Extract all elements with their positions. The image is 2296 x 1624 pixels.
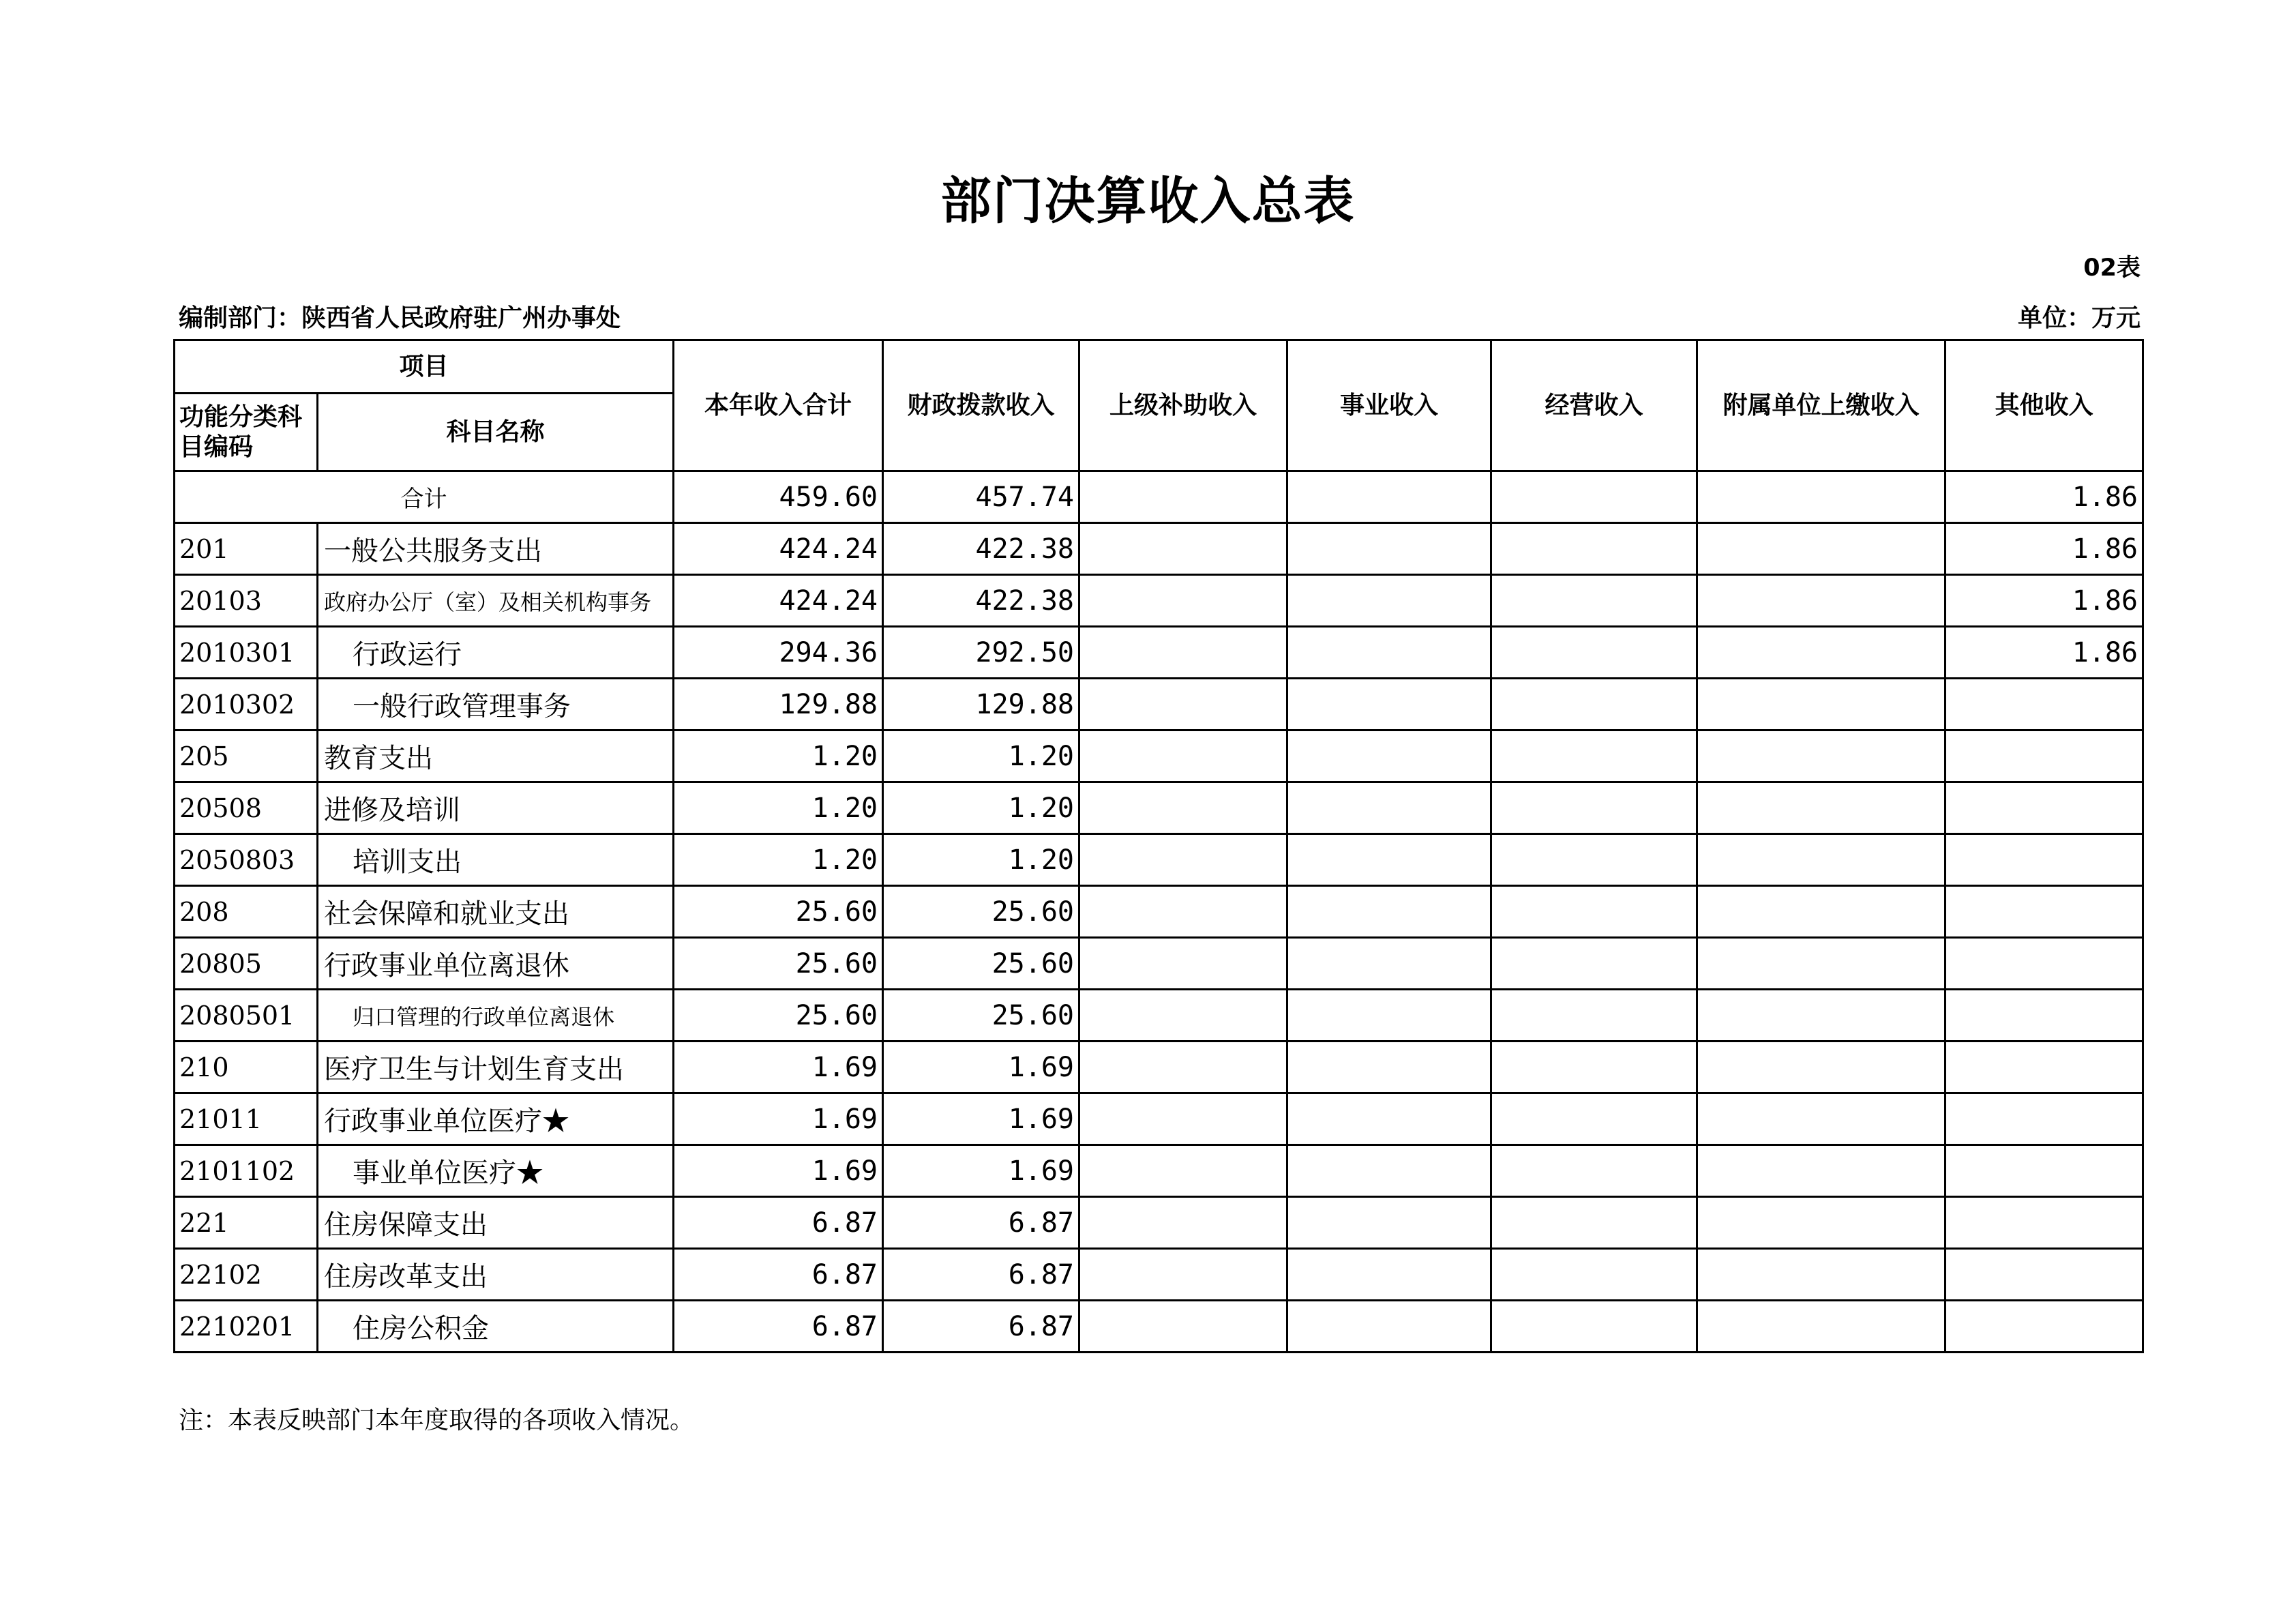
table-row (175, 1042, 2143, 1093)
row-superior (1079, 1301, 1287, 1353)
row-operating (1491, 1093, 1697, 1145)
row-superior (1079, 1145, 1287, 1197)
row-operating (1491, 730, 1697, 782)
row-operating (1491, 627, 1697, 679)
row-operating (1491, 679, 1697, 730)
row-code: 208 (175, 886, 318, 938)
row-other (1945, 1042, 2143, 1093)
row-code: 2101102 (175, 1145, 318, 1197)
row-superior (1079, 1093, 1287, 1145)
row-name: 住房改革支出 (318, 1249, 674, 1301)
row-code: 221 (175, 1197, 318, 1249)
row-other (1945, 782, 2143, 834)
row-operating (1491, 575, 1697, 627)
row-code: 2050803 (175, 834, 318, 886)
row-total-income: 294.36 (674, 627, 883, 679)
row-fiscal: 1.20 (883, 834, 1079, 886)
page-title: 部门决算收入总表 (940, 172, 1356, 231)
row-operating (1491, 1145, 1697, 1197)
total-income-value: 459.60 (674, 471, 883, 523)
total-superior-value (1079, 471, 1287, 523)
row-affiliated (1697, 990, 1945, 1042)
row-total-income: 1.20 (674, 730, 883, 782)
row-name: 一般行政管理事务 (318, 679, 674, 730)
header-function-code: 功能分类科目编码 (175, 394, 318, 471)
row-code: 22102 (175, 1249, 318, 1301)
row-total-income: 424.24 (674, 523, 883, 575)
row-fiscal: 1.20 (883, 730, 1079, 782)
row-superior (1079, 1197, 1287, 1249)
row-total-income: 6.87 (674, 1301, 883, 1353)
row-name: 行政运行 (318, 627, 674, 679)
header-superior-subsidy: 上级补助收入 (1079, 340, 1287, 471)
row-affiliated (1697, 1197, 1945, 1249)
total-operating-value (1491, 471, 1697, 523)
row-operating (1491, 990, 1697, 1042)
row-name: 进修及培训 (318, 782, 674, 834)
table-row (175, 1249, 2143, 1301)
row-total-income: 1.20 (674, 782, 883, 834)
row-affiliated (1697, 938, 1945, 990)
row-business (1287, 1093, 1491, 1145)
row-other (1945, 938, 2143, 990)
row-business (1287, 1301, 1491, 1353)
row-fiscal: 6.87 (883, 1249, 1079, 1301)
row-business (1287, 679, 1491, 730)
row-superior (1079, 1249, 1287, 1301)
table-row (175, 938, 2143, 990)
row-total-income: 1.69 (674, 1145, 883, 1197)
row-superior (1079, 523, 1287, 575)
row-business (1287, 938, 1491, 990)
table-row (175, 627, 2143, 679)
row-affiliated (1697, 730, 1945, 782)
row-other (1945, 990, 2143, 1042)
row-name: 事业单位医疗★ (318, 1145, 674, 1197)
row-business (1287, 523, 1491, 575)
row-affiliated (1697, 627, 1945, 679)
header-other-income: 其他收入 (1945, 340, 2143, 471)
row-affiliated (1697, 679, 1945, 730)
row-business (1287, 730, 1491, 782)
row-fiscal: 6.87 (883, 1301, 1079, 1353)
row-affiliated (1697, 886, 1945, 938)
row-affiliated (1697, 1093, 1945, 1145)
row-business (1287, 1249, 1491, 1301)
row-name: 教育支出 (318, 730, 674, 782)
row-other (1945, 730, 2143, 782)
row-affiliated (1697, 523, 1945, 575)
header-operating-income: 经营收入 (1491, 340, 1697, 471)
row-superior (1079, 627, 1287, 679)
row-total-income: 25.60 (674, 938, 883, 990)
row-code: 210 (175, 1042, 318, 1093)
unit-label: 单位：万元 (2017, 304, 2141, 332)
row-code: 201 (175, 523, 318, 575)
table-row (175, 1145, 2143, 1197)
row-fiscal: 292.50 (883, 627, 1079, 679)
row-other (1945, 679, 2143, 730)
row-fiscal: 6.87 (883, 1197, 1079, 1249)
table-row (175, 886, 2143, 938)
row-code: 2080501 (175, 990, 318, 1042)
row-other (1945, 1197, 2143, 1249)
table-row (175, 1093, 2143, 1145)
row-fiscal: 1.20 (883, 782, 1079, 834)
row-superior (1079, 938, 1287, 990)
row-fiscal: 25.60 (883, 990, 1079, 1042)
total-affiliated-value (1697, 471, 1945, 523)
row-code: 20805 (175, 938, 318, 990)
row-code: 2010301 (175, 627, 318, 679)
row-fiscal: 1.69 (883, 1145, 1079, 1197)
header-subject-name: 科目名称 (318, 394, 674, 471)
row-total-income: 129.88 (674, 679, 883, 730)
row-superior (1079, 834, 1287, 886)
row-affiliated (1697, 1145, 1945, 1197)
row-operating (1491, 938, 1697, 990)
row-other (1945, 1093, 2143, 1145)
table-row (175, 1301, 2143, 1353)
row-other (1945, 834, 2143, 886)
row-affiliated (1697, 1301, 1945, 1353)
row-business (1287, 627, 1491, 679)
table-row (175, 679, 2143, 730)
header-fiscal-income: 财政拨款收入 (883, 340, 1079, 471)
row-total-income: 424.24 (674, 575, 883, 627)
row-fiscal: 422.38 (883, 575, 1079, 627)
row-other (1945, 1301, 2143, 1353)
total-label: 合计 (175, 471, 674, 523)
total-fiscal-value: 457.74 (883, 471, 1079, 523)
row-other: 1.86 (1945, 627, 2143, 679)
row-name: 政府办公厅（室）及相关机构事务 (318, 575, 674, 627)
table-row (175, 575, 2143, 627)
total-business-value (1287, 471, 1491, 523)
row-superior (1079, 679, 1287, 730)
income-summary-table (173, 339, 2144, 1353)
row-total-income: 25.60 (674, 886, 883, 938)
compiling-department: 编制部门：陕西省人民政府驻广州办事处 (179, 304, 621, 332)
row-total-income: 6.87 (674, 1249, 883, 1301)
row-operating (1491, 1042, 1697, 1093)
row-code: 21011 (175, 1093, 318, 1145)
row-business (1287, 782, 1491, 834)
row-total-income: 1.69 (674, 1093, 883, 1145)
row-other (1945, 1249, 2143, 1301)
row-code: 2210201 (175, 1301, 318, 1353)
row-fiscal: 1.69 (883, 1093, 1079, 1145)
row-superior (1079, 886, 1287, 938)
row-business (1287, 1197, 1491, 1249)
row-superior (1079, 575, 1287, 627)
row-business (1287, 990, 1491, 1042)
table-row (175, 990, 2143, 1042)
row-fiscal: 25.60 (883, 938, 1079, 990)
row-operating (1491, 1249, 1697, 1301)
header-project: 项目 (175, 340, 674, 394)
row-operating (1491, 1301, 1697, 1353)
row-fiscal: 129.88 (883, 679, 1079, 730)
row-operating (1491, 523, 1697, 575)
table-row (175, 1197, 2143, 1249)
row-business (1287, 834, 1491, 886)
row-name: 住房公积金 (318, 1301, 674, 1353)
row-operating (1491, 782, 1697, 834)
row-fiscal: 25.60 (883, 886, 1079, 938)
total-other-value: 1.86 (1945, 471, 2143, 523)
row-affiliated (1697, 1249, 1945, 1301)
row-business (1287, 575, 1491, 627)
row-superior (1079, 1042, 1287, 1093)
row-name: 归口管理的行政单位离退休 (318, 990, 674, 1042)
row-code: 2010302 (175, 679, 318, 730)
row-name: 住房保障支出 (318, 1197, 674, 1249)
row-operating (1491, 1197, 1697, 1249)
row-code: 20103 (175, 575, 318, 627)
row-name: 行政事业单位医疗★ (318, 1093, 674, 1145)
row-business (1287, 1145, 1491, 1197)
row-total-income: 1.20 (674, 834, 883, 886)
row-name: 医疗卫生与计划生育支出 (318, 1042, 674, 1093)
table-number: 02表 (2083, 254, 2141, 282)
total-row (175, 471, 2143, 523)
row-total-income: 25.60 (674, 990, 883, 1042)
row-superior (1079, 990, 1287, 1042)
row-fiscal: 1.69 (883, 1042, 1079, 1093)
row-other (1945, 886, 2143, 938)
row-business (1287, 1042, 1491, 1093)
row-name: 培训支出 (318, 834, 674, 886)
row-operating (1491, 834, 1697, 886)
row-superior (1079, 782, 1287, 834)
header-affiliated-income: 附属单位上缴收入 (1697, 340, 1945, 471)
table-row (175, 730, 2143, 782)
row-other: 1.86 (1945, 523, 2143, 575)
row-code: 20508 (175, 782, 318, 834)
row-affiliated (1697, 575, 1945, 627)
row-other: 1.86 (1945, 575, 2143, 627)
row-total-income: 1.69 (674, 1042, 883, 1093)
row-code: 205 (175, 730, 318, 782)
row-fiscal: 422.38 (883, 523, 1079, 575)
table-row (175, 523, 2143, 575)
row-business (1287, 886, 1491, 938)
row-affiliated (1697, 1042, 1945, 1093)
row-other (1945, 1145, 2143, 1197)
row-superior (1079, 730, 1287, 782)
table-row (175, 834, 2143, 886)
row-affiliated (1697, 834, 1945, 886)
row-affiliated (1697, 782, 1945, 834)
table-footnote: 注：本表反映部门本年度取得的各项收入情况。 (179, 1406, 695, 1434)
table-row (175, 782, 2143, 834)
row-name: 社会保障和就业支出 (318, 886, 674, 938)
row-name: 行政事业单位离退休 (318, 938, 674, 990)
header-total-income: 本年收入合计 (674, 340, 883, 471)
header-business-income: 事业收入 (1287, 340, 1491, 471)
row-operating (1491, 886, 1697, 938)
row-name: 一般公共服务支出 (318, 523, 674, 575)
row-total-income: 6.87 (674, 1197, 883, 1249)
